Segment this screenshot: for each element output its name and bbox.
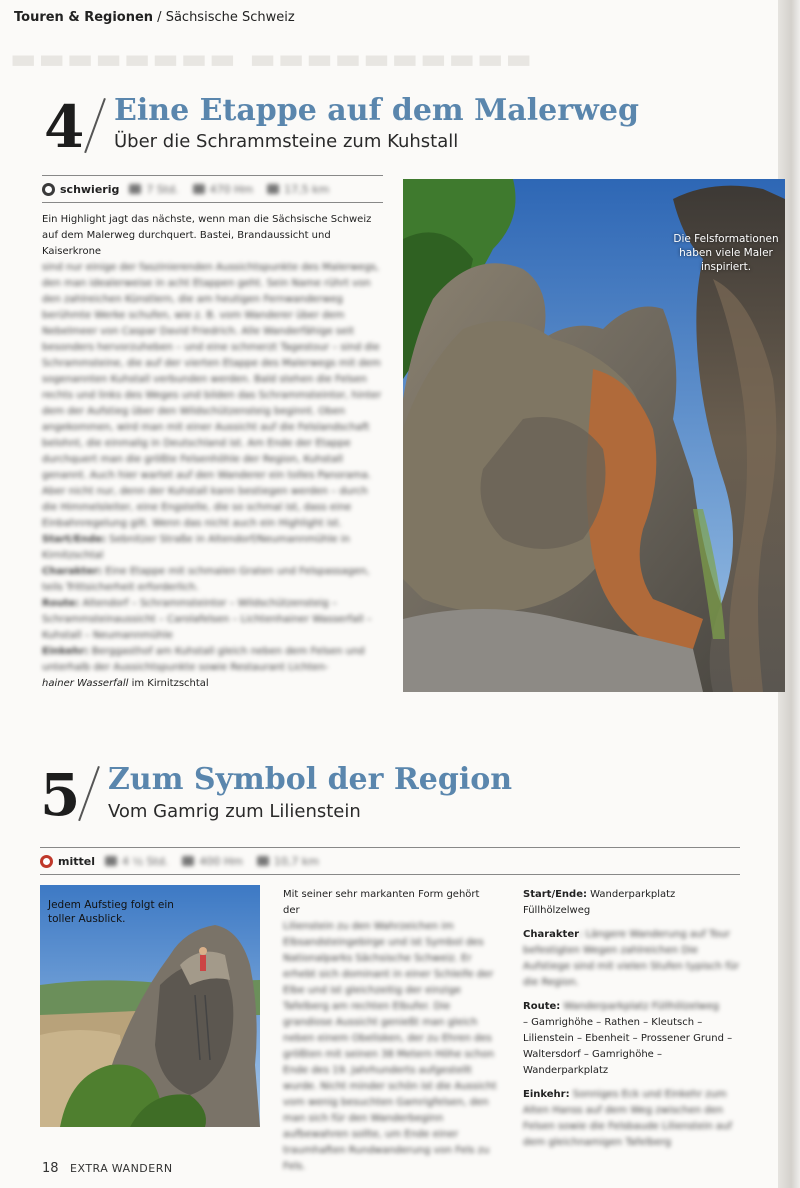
tour4-ascent: 470 Hm: [193, 183, 253, 196]
breadcrumb: [14, 10, 295, 25]
tour5-fact-start: Start/Ende: Wanderparkplatz Füllhölzelweg: [523, 889, 676, 916]
tour5-difficulty: mittel: [58, 854, 95, 868]
tour4-photo-caption: Die Felsformationen haben viele Maler inspiriert.: [673, 233, 779, 273]
tour4-body: [42, 212, 382, 692]
tour4-intro: Ein Highlight jagt das nächste, wenn man die Sächsische Schweiz auf dem Malerweg durchquert. Bastei, Brandaussicht und Kaiserkrone: [42, 214, 372, 257]
tour5-fact-character: Charakter: Längere Wanderung auf Tour befestigten Wegen zahlreichen Die Aufstiege sind mit vielen Stufen typisch für die Region.: [523, 929, 740, 988]
tour5-title: Zum Symbol der Region: [108, 762, 513, 797]
difficulty-icon: [42, 183, 55, 196]
route-icon: [267, 184, 279, 194]
breadcrumb-section: Touren & Regionen: [14, 10, 154, 25]
tour5-number: 5: [40, 761, 81, 829]
tour4-fact-start: Start/Ende: Sebnitzer Straße in Altendorf/Neumannmühle in Kirnitzschtal: [42, 534, 350, 561]
clock-icon: [105, 856, 117, 866]
tour5-stats-bar: [40, 847, 740, 875]
page-footer: [42, 1161, 173, 1176]
tour5-fact-einkehr: Einkehr: Sonniges Eck und Einkehr zum Alten Hanss auf dem Weg zwischen den Felsen sowie die Felsbaude Lilienstein auf dem gleichnamigen Tafelberg: [523, 1089, 732, 1148]
tour4-fact-character: Charakter: Eine Etappe mit schmalen Graten und Felspassagen, teils Trittsicherheit erforderlich.: [42, 566, 370, 593]
tour4-tail: hainer Wasserfall im Kirnitzschtal: [42, 678, 209, 689]
tour4-fact-route: Route: Altendorf – Schrammsteintor – Wildschützensteig – Schrammsteinaussicht – Carolafelsen – Lichtenhainer Wasserfall – Kuhstall – Neumannmühle: [42, 598, 372, 641]
tour4-body-blurred: sind nur einige der faszinierenden Aussichtspunkte des Malerwegs, den man idealerweise in acht Etappen geht. Sein Name rührt von den zahlreichen Künstlern, die am heutigen Fernwanderweg berühmte Werke schufen, wie z. B. vom Wanderer über dem Nebelmeer von Caspar David Friedrich. Alle Wanderfähige seit besonders hervorzuheben – und eine schmerzt Tagestour – sind die Schrammsteine, die auf der vierten Etappe des Malerwegs mit dem sogenannten Kuhstall verbunden werden. Bald stehen die Felsen rechts und links des Weges und bilden das Schrammsteintor, hinter dem der Aufstieg über den Wildschützensteig beginnt. Oben angekommen, wird man mit einer Aussicht auf die Felslandschaft belohnt, die einmalig in Deutschland ist. Am Ende der Etappe durchquert man die größte Felsenhöhle der Region, Kuhstall genannt. Auch hier wartet auf den Wanderer ein tolles Panorama. Aber nicht nur, denn der Kuhstall kann bestiegen werden – durch die Himmelsleiter, eine Engstelle, die so schmal ist, dass eine Einbahnregelung gilt. Wenn das nicht auch ein Highlight ist.: [42, 262, 382, 529]
tour4-subtitle: Über die Schrammsteine zum Kuhstall: [114, 131, 459, 152]
page-number: 18: [42, 1161, 59, 1176]
tour4-title: Eine Etappe auf dem Malerweg: [114, 93, 639, 128]
tour5-ascent: 400 Hm: [182, 855, 242, 868]
tour4-difficulty: schwierig: [60, 182, 120, 196]
tour4-number: 4: [44, 93, 85, 161]
footer-brand: EXTRA: [70, 1162, 109, 1175]
tour4-distance: 17,5 km: [267, 183, 329, 196]
show-through-text: ▬▬▬▬▬▬▬▬ ▬▬▬▬▬▬▬▬▬▬: [10, 42, 534, 75]
tour5-intro: Mit seiner sehr markanten Form gehört der: [283, 889, 480, 916]
clock-icon: [129, 184, 141, 194]
tour5-subtitle: Vom Gamrig zum Lilienstein: [108, 801, 361, 822]
route-icon: [257, 856, 269, 866]
footer-section: WANDERN: [111, 1162, 173, 1175]
tour5-body-blurred: Lilienstein zu den Wahrzeichen im Elbsandsteingebirge und ist Symbol des Nationalparks Sächsische Schweiz. Er erhebt sich dominant in einer Schleife der Elbe und ist gleichzeitig der einzige Tafelberg am rechten Elbufer. Die grandiose Aussicht genießt man gleich neben einem Obelisken, der zu Ehren des größten mit seinen 38 Metern Höhe schon Ende des 19. Jahrhunderts aufgestellt wurde. Nicht minder schön ist die Aussicht vom wenig besuchten Gamrigfelsen, den man sich für den Wanderbeginn aufbewahren sollte, um Ende einer traumhaften Rundwanderung von Fels zu Fels.: [283, 921, 497, 1172]
tour4-duration: 7 Std.: [129, 183, 178, 196]
tour5-distance: 10,7 km: [257, 855, 319, 868]
mountain-icon: [193, 184, 205, 194]
tour5-body: [283, 887, 498, 1175]
tour5-photo-caption: Jedem Aufstieg folgt ein toller Ausblick.: [48, 899, 174, 925]
breadcrumb-region: Sächsische Schweiz: [165, 10, 295, 25]
tour4-fact-einkehr: Einkehr: Berggasthof am Kuhstall gleich neben dem Felsen und unterhalb der Aussichtspunkte sowie Restaurant Lichten-: [42, 646, 365, 673]
tour5-fact-route: Route: Wanderparkplatz Füllhölzelweg – Gamrighöhe – Rathen – Kleutsch – Lilienstein – Ebenheit – Prossener Grund – Waltersdorf – Gamrighöhe – Wanderparkplatz: [523, 1001, 733, 1076]
tour5-duration: 4 ½ Std.: [105, 855, 168, 868]
mountain-icon: [182, 856, 194, 866]
tour5-facts: [523, 887, 745, 1151]
difficulty-icon: [40, 855, 53, 868]
breadcrumb-separator: /: [153, 10, 166, 25]
tour4-stats-bar: [42, 175, 383, 203]
